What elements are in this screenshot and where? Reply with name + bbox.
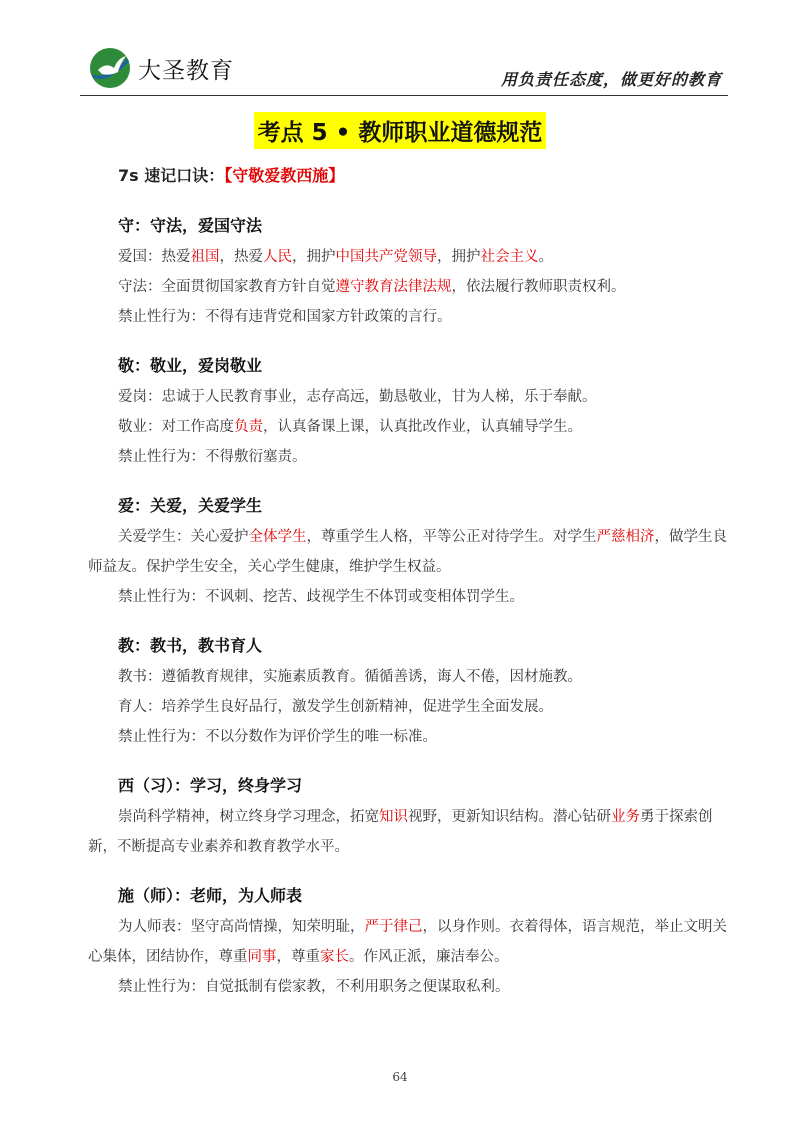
section-text-line — [88, 582, 728, 612]
text-segment: 爱岗：忠诚于人民教育事业，志存高远，勤恳敬业，甘为人梯，乐于奉献。 — [118, 389, 597, 405]
section — [88, 773, 728, 862]
text-segment: 禁止性行为：不以分数作为评价学生的唯一标准。 — [118, 729, 437, 745]
key-term: 社会主义 — [480, 249, 539, 265]
text-segment: 守法：全面贯彻国家教育方针自觉 — [118, 279, 336, 295]
section — [88, 883, 728, 1002]
text-segment: 关爱学生：关心爱护 — [118, 529, 249, 545]
main-content — [88, 213, 728, 1023]
text-segment: 禁止性行为：不得有违背党和国家方针政策的言行。 — [118, 309, 452, 325]
section-text-line — [88, 302, 728, 332]
section-heading: 敬：敬业，爱岗敬业 — [118, 356, 263, 375]
section — [88, 633, 728, 752]
key-term: 同事 — [247, 949, 277, 965]
key-term: 严慈相济 — [596, 529, 655, 545]
key-term: 祖国 — [190, 249, 220, 265]
section-heading: 教：教书，教书育人 — [118, 636, 263, 655]
section-text-line — [88, 802, 728, 862]
text-segment: ，做学生良师益友。保护学生安全，关心学生健康，维护学生权益。 — [88, 529, 727, 575]
key-term: 人民 — [263, 249, 292, 265]
section-text-line — [88, 662, 728, 692]
section — [88, 353, 728, 472]
text-segment: 为人师表：坚守高尚情操，知荣明耻， — [118, 919, 365, 935]
text-segment: 。作风正派，廉洁奉公。 — [349, 949, 509, 965]
text-segment: 禁止性行为：自觉抵制有偿家教，不利用职务之便谋取私利。 — [118, 979, 510, 995]
section-text-line — [88, 412, 728, 442]
section-heading: 守：守法，爱国守法 — [118, 216, 263, 235]
key-term: 中国共产党领导 — [335, 249, 437, 265]
text-segment: ，尊重 — [276, 949, 320, 965]
key-term: 严于律己 — [364, 919, 423, 935]
section-heading: 西（习）：学习，终身学习 — [118, 776, 303, 795]
section-text-line — [88, 722, 728, 752]
key-term: 遵守教育法律法规 — [335, 279, 452, 295]
mnemonic-label: 7s 速记口诀： — [118, 166, 225, 185]
text-segment: 勇于探索创新，不断提高专业素养和教育教学水平。 — [88, 809, 713, 855]
text-segment: 禁止性行为：不讽刺、挖苦、歧视学生不体罚或变相体罚学生。 — [118, 589, 524, 605]
header-slogan: 用负责任态度，做更好的教育 — [500, 70, 722, 89]
text-segment: ，依法履行教师职责权利。 — [451, 279, 626, 295]
text-segment: 。 — [538, 249, 553, 265]
page-title: 考点 5 • 教师职业道德规范 — [254, 112, 547, 149]
section — [88, 213, 728, 332]
text-segment: ，拥护 — [292, 249, 336, 265]
text-segment: ，尊重学生人格，平等公正对待学生。对学生 — [306, 529, 597, 545]
section-text-line — [88, 692, 728, 722]
section-text-line — [88, 522, 728, 582]
key-term: 全体学生 — [248, 529, 307, 545]
text-segment: 育人：培养学生良好品行，激发学生创新精神，促进学生全面发展。 — [118, 699, 553, 715]
text-segment: 爱国：热爱 — [118, 249, 191, 265]
text-segment: 敬业：对工作高度 — [118, 419, 234, 435]
page-header — [80, 40, 728, 96]
section — [88, 493, 728, 612]
mnemonic-value: 【守敬爱教西施】 — [224, 166, 345, 185]
section-text-line — [88, 442, 728, 472]
mnemonic-line — [118, 163, 344, 186]
text-segment: 崇尚科学精神，树立终身学习理念，拓宽 — [118, 809, 379, 825]
text-segment: 禁止性行为：不得敷衍塞责。 — [118, 449, 307, 465]
title-wrapper — [0, 112, 800, 149]
page-number: 64 — [392, 1070, 408, 1084]
section-text-line — [88, 912, 728, 972]
text-segment: 教书：遵循教育规律，实施素质教育。循循善诱，诲人不倦，因材施教。 — [118, 669, 582, 685]
section-text-line — [88, 382, 728, 412]
key-term: 业务 — [611, 809, 640, 825]
section-text-line — [88, 242, 728, 272]
text-segment: ，以身作则。衣着得体，语言规范，举止文明关心集体，团结协作，尊重 — [88, 919, 727, 965]
dasheng-logo-icon — [88, 46, 132, 90]
text-segment: ，拥护 — [437, 249, 481, 265]
section-heading: 爱：关爱，关爱学生 — [118, 496, 263, 515]
key-term: 家长 — [320, 949, 349, 965]
key-term: 知识 — [379, 809, 408, 825]
brand-name: 大圣教育 — [138, 58, 234, 84]
section-heading: 施（师）：老师，为人师表 — [118, 886, 303, 905]
section-text-line — [88, 272, 728, 302]
text-segment: ，认真备课上课，认真批改作业，认真辅导学生。 — [263, 419, 582, 435]
key-term: 负责 — [234, 419, 263, 435]
text-segment: ，热爱 — [219, 249, 263, 265]
header-divider — [80, 95, 728, 96]
text-segment: 视野，更新知识结构。潜心钻研 — [408, 809, 611, 825]
section-text-line — [88, 972, 728, 1002]
